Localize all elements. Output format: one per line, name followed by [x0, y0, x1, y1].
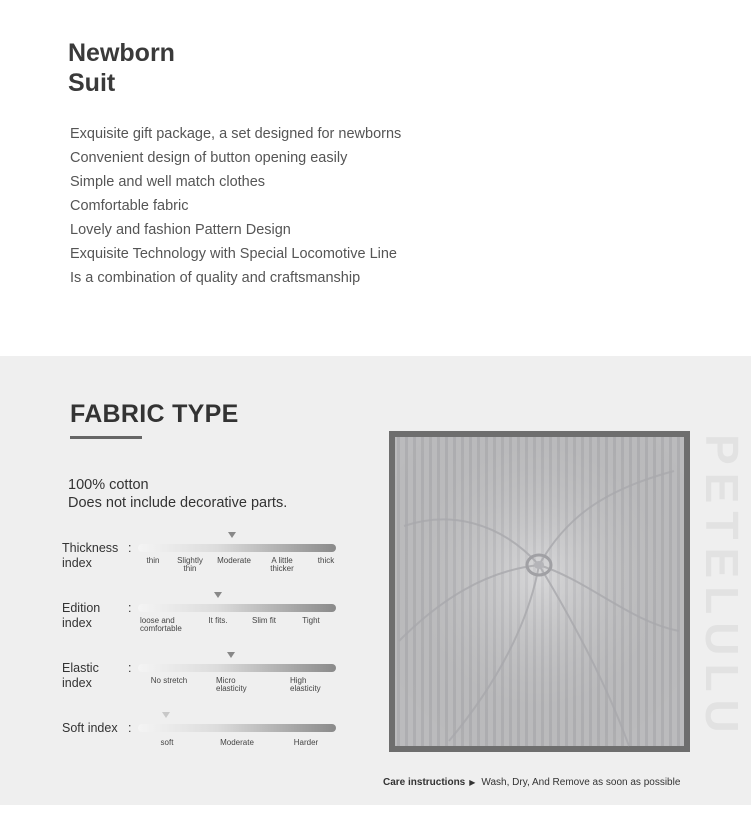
selected-marker: [214, 592, 222, 598]
index-label: Edition index: [62, 601, 101, 630]
feature-item: Simple and well match clothes: [70, 174, 266, 190]
scale-option: Moderate: [217, 556, 251, 565]
index-scale-bar: [138, 664, 336, 672]
feature-item: Comfortable fabric: [70, 198, 189, 214]
index-label: Soft index: [62, 721, 118, 735]
index-scale-bar: [138, 724, 336, 732]
index-colon: :: [128, 661, 132, 675]
scale-option: Slightly thin: [177, 556, 203, 573]
scale-option: Slim fit: [252, 616, 276, 625]
selected-marker: [227, 652, 235, 658]
product-title: [68, 38, 175, 98]
elastic-index: [62, 661, 352, 701]
fabric-heading: FABRIC TYPE: [70, 400, 239, 428]
fabric-panel: [0, 356, 751, 805]
feature-item: Is a combination of quality and craftsmanship: [70, 270, 361, 286]
feature-item: Exquisite gift package, a set designed for newborns: [70, 126, 402, 142]
scale-option: Harder: [293, 738, 319, 747]
feature-item: Lovely and fashion Pattern Design: [70, 222, 291, 238]
selected-marker: [228, 532, 236, 538]
scale-option: Moderate: [220, 738, 254, 747]
edition-index: [62, 601, 352, 641]
scale-option: soft: [160, 738, 174, 747]
scale-option: It fits.: [208, 616, 228, 625]
material-note: Does not include decorative parts.: [68, 495, 288, 511]
thickness-index: [62, 541, 352, 581]
feature-item: Exquisite Technology with Special Locomotive Line: [70, 246, 397, 262]
feature-list: [70, 124, 401, 292]
care-label: Care instructions: [383, 777, 466, 788]
product-title-line-1: Newborn: [68, 39, 175, 67]
scale-option: No stretch: [150, 676, 188, 685]
material-composition: 100% cotton: [68, 477, 149, 493]
scale-option: loose and comfortable: [140, 616, 182, 633]
soft-index: [62, 721, 352, 761]
index-colon: :: [128, 601, 132, 615]
scale-option: thin: [146, 556, 160, 565]
scale-option: High elasticity: [290, 676, 321, 693]
index-label: Thickness index: [62, 541, 119, 570]
heading-underline: [70, 436, 142, 439]
scale-option: A little thicker: [270, 556, 294, 573]
index-scale-bar: [138, 604, 336, 612]
fabric-photo: [389, 431, 690, 752]
brand-watermark: PETELULU: [696, 434, 748, 741]
play-arrow-icon: ▶: [469, 778, 476, 787]
feature-item: Convenient design of button opening easily: [70, 150, 348, 166]
product-title-line-2: Suit: [68, 69, 116, 97]
scale-option: Tight: [302, 616, 320, 625]
index-colon: :: [128, 541, 132, 555]
care-instructions: [383, 777, 680, 788]
index-scale-bar: [138, 544, 336, 552]
material-info: [68, 476, 287, 512]
scale-option: Micro elasticity: [216, 676, 247, 693]
scale-option: thick: [317, 556, 335, 565]
fabric-swatch-image: [389, 431, 690, 752]
selected-marker: [162, 712, 170, 718]
care-text: Wash, Dry, And Remove as soon as possible: [481, 777, 681, 788]
index-label: Elastic index: [62, 661, 99, 690]
index-colon: :: [128, 721, 132, 735]
